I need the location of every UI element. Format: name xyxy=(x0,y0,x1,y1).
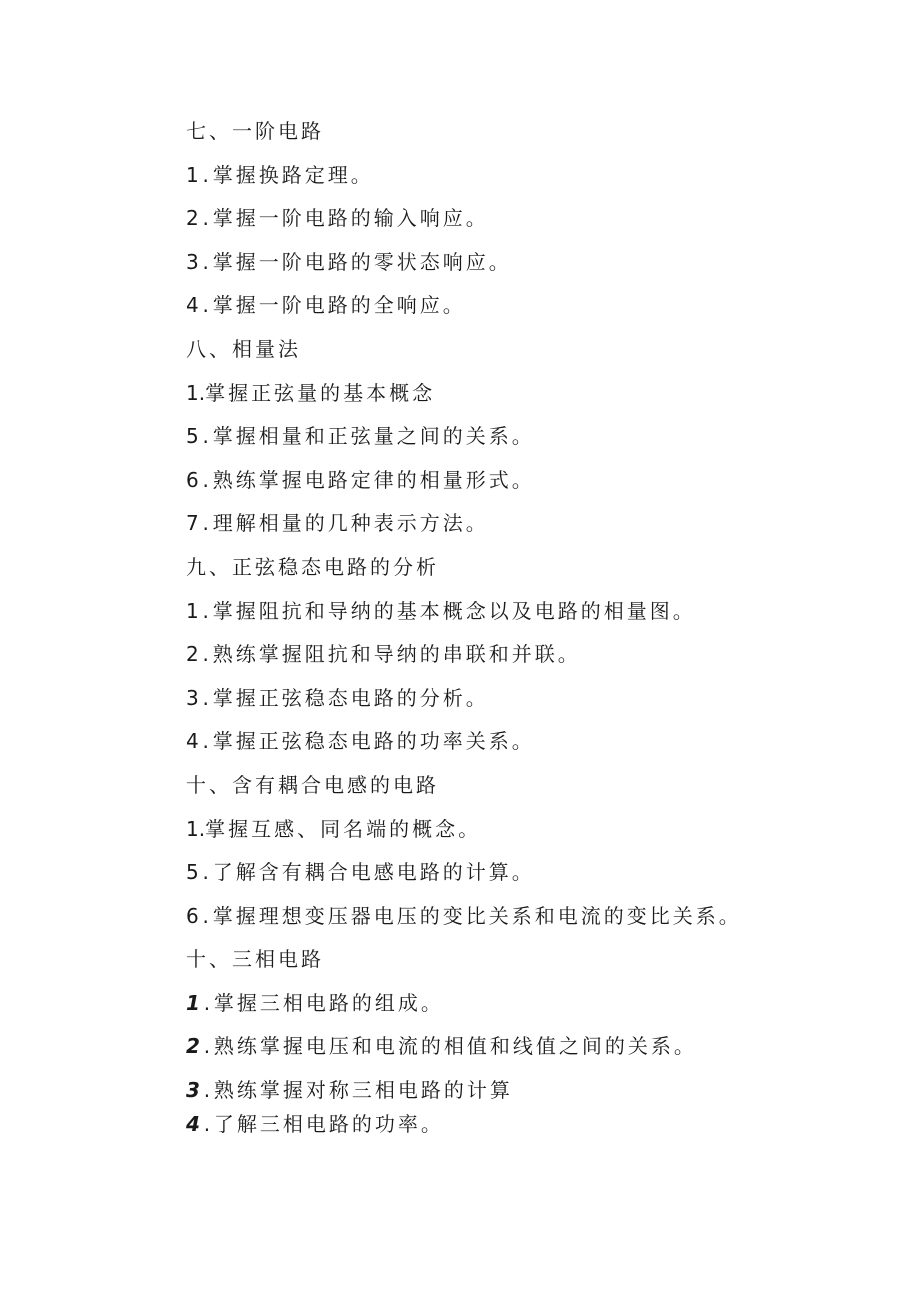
item-number: 7 xyxy=(186,511,199,536)
item-number: 6 xyxy=(186,467,199,492)
list-item: 1 . 掌握换路定理。 xyxy=(186,160,886,190)
section-heading: 七、一阶电路 xyxy=(186,119,324,143)
list-item: 6 . 掌握理想变压器电压的变比关系和电流的变比关系。 xyxy=(186,901,886,931)
item-number: 6 xyxy=(186,903,199,928)
item-text: 掌握正弦稳态电路的功率关系。 xyxy=(212,729,535,754)
item-number: 3 xyxy=(186,1078,200,1103)
list-item: 5 . 掌握相量和正弦量之间的关系。 xyxy=(186,421,886,451)
item-text: 了解含有耦合电感电路的计算。 xyxy=(212,860,535,885)
item-number: 1 xyxy=(186,162,199,187)
item-text: 掌握互感、同名端的概念。 xyxy=(205,816,482,841)
item-number: 1. xyxy=(186,380,206,405)
item-number: 4 xyxy=(186,293,199,318)
item-text: 掌握三相电路的组成。 xyxy=(213,990,444,1015)
document-body xyxy=(186,116,886,1153)
item-number: 2 xyxy=(186,642,199,667)
item-text: 理解相量的几种表示方法。 xyxy=(212,511,489,536)
list-item xyxy=(186,814,886,844)
item-number: 1 xyxy=(186,598,199,623)
section-heading: 九、正弦稳态电路的分析 xyxy=(186,554,439,579)
item-text: 熟练掌握对称三相电路的计算 xyxy=(213,1078,513,1103)
list-item: 2 . 熟练掌握电压和电流的相值和线值之间的关系。 xyxy=(186,1031,886,1061)
list-item: 6 . 熟练掌握电路定律的相量形式。 xyxy=(186,465,886,495)
item-number: 4 xyxy=(186,1112,200,1137)
item-text: 掌握正弦量的基本概念 xyxy=(205,380,436,405)
item-text: 掌握相量和正弦量之间的关系。 xyxy=(212,424,535,449)
list-item: 4 . 掌握正弦稳态电路的功率关系。 xyxy=(186,726,886,756)
list-item xyxy=(186,378,886,408)
item-number: 3 xyxy=(186,249,199,274)
item-text: 掌握一阶电路的零状态响应。 xyxy=(212,249,512,274)
item-number: 2 xyxy=(186,1034,200,1059)
list-item: 4 . 了解三相电路的功率。 xyxy=(186,1109,886,1139)
item-text: 掌握一阶电路的输入响应。 xyxy=(212,206,489,231)
list-item: 5 . 了解含有耦合电感电路的计算。 xyxy=(186,857,886,887)
item-number: 1. xyxy=(186,816,206,841)
section-heading: 十、三相电路 xyxy=(186,947,324,972)
item-text: 掌握换路定理。 xyxy=(212,162,374,187)
item-number: 5 xyxy=(186,860,199,885)
list-item: 1 . 掌握三相电路的组成。 xyxy=(186,988,886,1018)
list-item: 2 . 熟练掌握阻抗和导纳的串联和并联。 xyxy=(186,639,886,669)
list-item: 1 . 掌握阻抗和导纳的基本概念以及电路的相量图。 xyxy=(186,596,886,626)
section-heading: 十、含有耦合电感的电路 xyxy=(186,772,439,797)
item-text: 熟练掌握电压和电流的相值和线值之间的关系。 xyxy=(213,1034,697,1059)
list-item: 3 . 掌握正弦稳态电路的分析。 xyxy=(186,683,886,713)
item-number: 4 xyxy=(186,729,199,754)
item-number: 1 xyxy=(186,990,200,1015)
list-item: 2 . 掌握一阶电路的输入响应。 xyxy=(186,203,886,233)
item-number: 3 xyxy=(186,685,199,710)
list-item: 3 . 掌握一阶电路的零状态响应。 xyxy=(186,247,886,277)
item-text: 了解三相电路的功率。 xyxy=(213,1112,444,1137)
item-text: 掌握阻抗和导纳的基本概念以及电路的相量图。 xyxy=(212,598,696,623)
item-text: 熟练掌握阻抗和导纳的串联和并联。 xyxy=(212,642,581,667)
item-number: 5 xyxy=(186,424,199,449)
list-item: 4 . 掌握一阶电路的全响应。 xyxy=(186,290,886,320)
item-text: 掌握正弦稳态电路的分析。 xyxy=(212,685,489,710)
item-text: 掌握一阶电路的全响应。 xyxy=(212,293,466,318)
list-item: 3 . 熟练掌握对称三相电路的计算 xyxy=(186,1075,886,1105)
section-heading: 八、相量法 xyxy=(186,336,301,361)
list-item: 7 . 理解相量的几种表示方法。 xyxy=(186,508,886,538)
item-text: 掌握理想变压器电压的变比关系和电流的变比关系。 xyxy=(212,903,742,928)
item-text: 熟练掌握电路定律的相量形式。 xyxy=(212,467,535,492)
item-number: 2 xyxy=(186,206,199,231)
